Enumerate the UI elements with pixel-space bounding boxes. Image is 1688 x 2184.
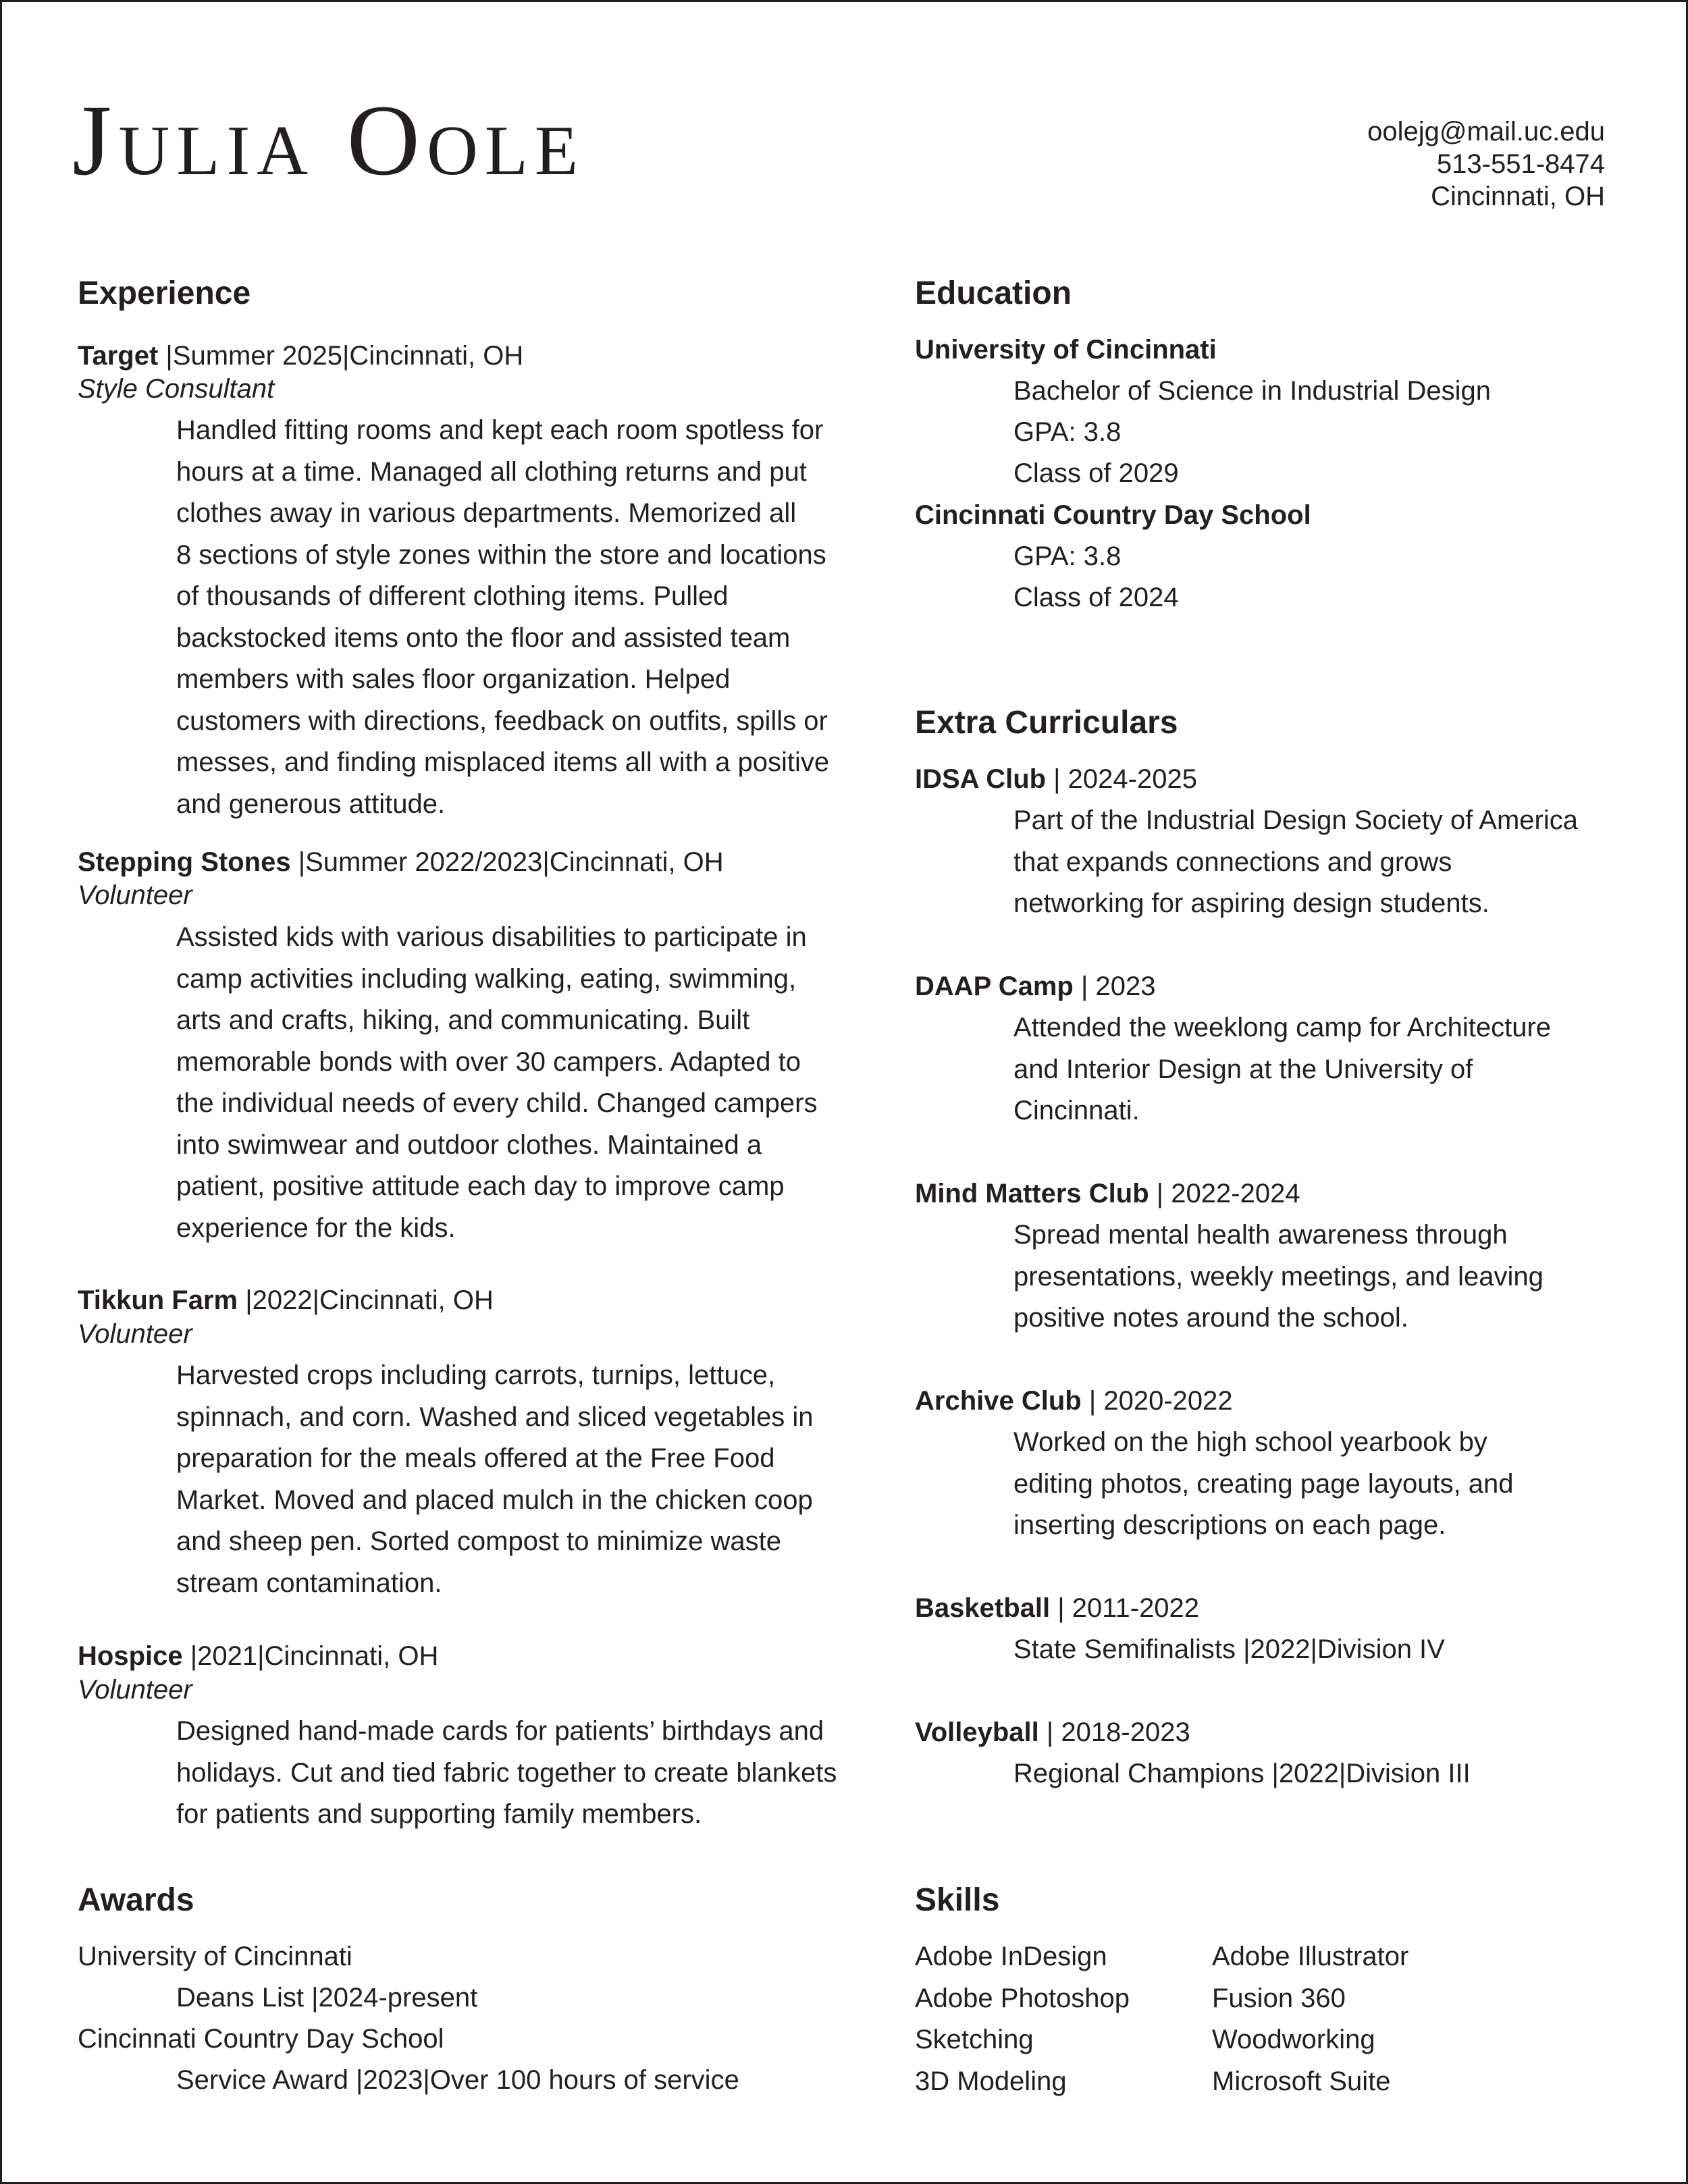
email: oolejg@mail.uc.edu: [1367, 117, 1605, 147]
description-line: messes, and finding misplaced items all with a positive: [176, 747, 830, 777]
extracurriculars-heading: Extra Curriculars: [915, 705, 1178, 741]
description-line: presentations, weekly meetings, and leaving: [1013, 1261, 1544, 1291]
skills-heading: Skills: [915, 1882, 1000, 1918]
description-line: Part of the Industrial Design Society of America: [1013, 805, 1578, 835]
description: [176, 1355, 814, 1604]
description-line: clothes away in various departments. Memorized all: [176, 498, 797, 528]
description-line: patient, positive attitude each day to improve camp: [176, 1171, 785, 1201]
location: Cincinnati, OH: [1431, 182, 1605, 211]
education-school: Cincinnati Country Day School: [915, 500, 1311, 530]
description: [176, 917, 817, 1249]
description-line: of thousands of different clothing items. Pulled: [176, 581, 729, 611]
contact-block: [1367, 115, 1605, 213]
description-line: that expands connections and grows: [1013, 847, 1452, 877]
activity-meta: | 2023: [1073, 971, 1156, 1001]
description-line: experience for the kids.: [176, 1213, 456, 1243]
award-item: Deans List |2024-present: [176, 1983, 478, 2013]
activity-name: Basketball: [915, 1593, 1051, 1623]
description-line: Cincinnati.: [1013, 1096, 1140, 1125]
activity-title: [915, 1712, 1190, 1754]
awards-heading: Awards: [78, 1882, 194, 1918]
education-degree: Bachelor of Science in Industrial Design: [1013, 376, 1492, 406]
activity-title: [915, 1173, 1300, 1215]
skill-item: 3D Modeling: [915, 2066, 1067, 2096]
activity-name: Archive Club: [915, 1386, 1082, 1416]
award-school: Cincinnati Country Day School: [78, 2024, 444, 2054]
description-line: inserting descriptions on each page.: [1013, 1510, 1446, 1540]
role: Volunteer: [78, 1319, 192, 1349]
org-name: Hospice: [78, 1641, 183, 1671]
description: [176, 1711, 837, 1836]
activity-description: [1013, 800, 1578, 925]
description-line: and Interior Design at the University of: [1013, 1054, 1473, 1084]
org-name: Tikkun Farm: [78, 1285, 238, 1315]
description-line: Assisted kids with various disabilities to participate in: [176, 922, 807, 952]
experience-heading: Experience: [78, 275, 251, 311]
description-line: editing photos, creating page layouts, and: [1013, 1468, 1514, 1499]
org-meta: |2022|Cincinnati, OH: [238, 1285, 494, 1315]
description-line: for patients and supporting family members.: [176, 1799, 702, 1829]
education-gpa: GPA: 3.8: [1013, 541, 1122, 571]
org-meta: |Summer 2022/2023|Cincinnati, OH: [290, 847, 724, 877]
skill-item: Adobe InDesign: [915, 1942, 1107, 1971]
role: Style Consultant: [78, 374, 275, 404]
description-line: arts and crafts, hiking, and communicating. Built: [176, 1005, 750, 1035]
skill-item: Adobe Photoshop: [915, 1983, 1130, 2013]
activity-description: [1013, 1215, 1544, 1339]
description-line: camp activities including walking, eating, swimming,: [176, 963, 797, 994]
org-meta: |Summer 2025|Cincinnati, OH: [158, 341, 524, 371]
phone: 513-551-8474: [1436, 149, 1605, 179]
activity-meta: | 2011-2022: [1050, 1593, 1200, 1623]
activity-meta: | 2022-2024: [1149, 1179, 1300, 1208]
description-line: stream contamination.: [176, 1568, 442, 1598]
activity-name: IDSA Club: [915, 764, 1047, 794]
role: Volunteer: [78, 880, 192, 910]
description-line: Worked on the high school yearbook by: [1013, 1427, 1487, 1457]
education-school: University of Cincinnati: [915, 335, 1217, 365]
description-line: and sheep pen. Sorted compost to minimize waste: [176, 1526, 782, 1556]
description-line: Regional Champions |2022|Division III: [1013, 1759, 1471, 1788]
description-line: State Semifinalists |2022|Division IV: [1013, 1634, 1445, 1664]
activity-name: DAAP Camp: [915, 971, 1074, 1001]
activity-description: [1013, 1422, 1514, 1547]
description-line: holidays. Cut and tied fabric together to create blankets: [176, 1757, 837, 1788]
education-class: Class of 2024: [1013, 583, 1179, 612]
activity-name: Volleyball: [915, 1717, 1039, 1747]
activity-description: [1013, 1007, 1551, 1132]
description-line: preparation for the meals offered at the Free Food: [176, 1443, 775, 1473]
skill-item: Adobe Illustrator: [1212, 1942, 1409, 1971]
description-line: spinnach, and corn. Washed and sliced vegetables in: [176, 1402, 814, 1432]
award-school: University of Cincinnati: [78, 1942, 352, 1971]
activity-meta: | 2018-2023: [1038, 1717, 1190, 1747]
description-line: Attended the weeklong camp for Architecture: [1013, 1013, 1552, 1042]
activity-description: [1013, 1753, 1471, 1795]
description-line: hours at a time. Managed all clothing returns and put: [176, 456, 807, 487]
description: [176, 410, 829, 825]
activity-name: Mind Matters Club: [915, 1179, 1149, 1208]
description-line: Handled fitting rooms and kept each room spotless for: [176, 415, 824, 445]
skills-column-1: [915, 1936, 1130, 2102]
applicant-name: Julia Oole: [72, 84, 585, 196]
skill-item: Sketching: [915, 2025, 1034, 2054]
education-gpa: GPA: 3.8: [1013, 417, 1122, 447]
description-line: backstocked items onto the floor and assisted team: [176, 622, 791, 653]
education-class: Class of 2029: [1013, 458, 1179, 488]
org-name: Stepping Stones: [78, 847, 291, 877]
description-line: 8 sections of style zones within the store and locations: [176, 539, 826, 570]
skill-item: Microsoft Suite: [1212, 2066, 1391, 2096]
education-heading: Education: [915, 275, 1072, 311]
activity-meta: | 2020-2022: [1081, 1386, 1233, 1416]
org-name: Target: [78, 341, 159, 371]
description-line: customers with directions, feedback on outfits, spills or: [176, 705, 828, 736]
description-line: Designed hand-made cards for patients’ birthdays and: [176, 1716, 824, 1746]
role: Volunteer: [78, 1675, 192, 1705]
skill-item: Fusion 360: [1212, 1983, 1346, 2013]
activity-title: [915, 759, 1197, 801]
description-line: positive notes around the school.: [1013, 1303, 1408, 1333]
description-line: Market. Moved and placed mulch in the chicken coop: [176, 1485, 813, 1515]
description-line: networking for aspiring design students.: [1013, 888, 1489, 918]
activity-title: [915, 966, 1155, 1008]
activity-title: [915, 1381, 1233, 1422]
award-item: Service Award |2023|Over 100 hours of service: [176, 2065, 739, 2095]
activity-meta: | 2024-2025: [1046, 764, 1197, 794]
description-line: the individual needs of every child. Changed campers: [176, 1088, 818, 1118]
description-line: Spread mental health awareness through: [1013, 1220, 1508, 1250]
description-line: and generous attitude.: [176, 789, 446, 819]
description-line: into swimwear and outdoor clothes. Maintained a: [176, 1129, 762, 1160]
activity-description: [1013, 1629, 1445, 1671]
skills-column-2: [1212, 1936, 1408, 2102]
description-line: members with sales floor organization. Helped: [176, 664, 731, 694]
skill-item: Woodworking: [1212, 2025, 1375, 2054]
org-meta: |2021|Cincinnati, OH: [182, 1641, 439, 1671]
activity-title: [915, 1588, 1199, 1630]
description-line: memorable bonds with over 30 campers. Adapted to: [176, 1046, 801, 1077]
description-line: Harvested crops including carrots, turnips, lettuce,: [176, 1360, 776, 1390]
